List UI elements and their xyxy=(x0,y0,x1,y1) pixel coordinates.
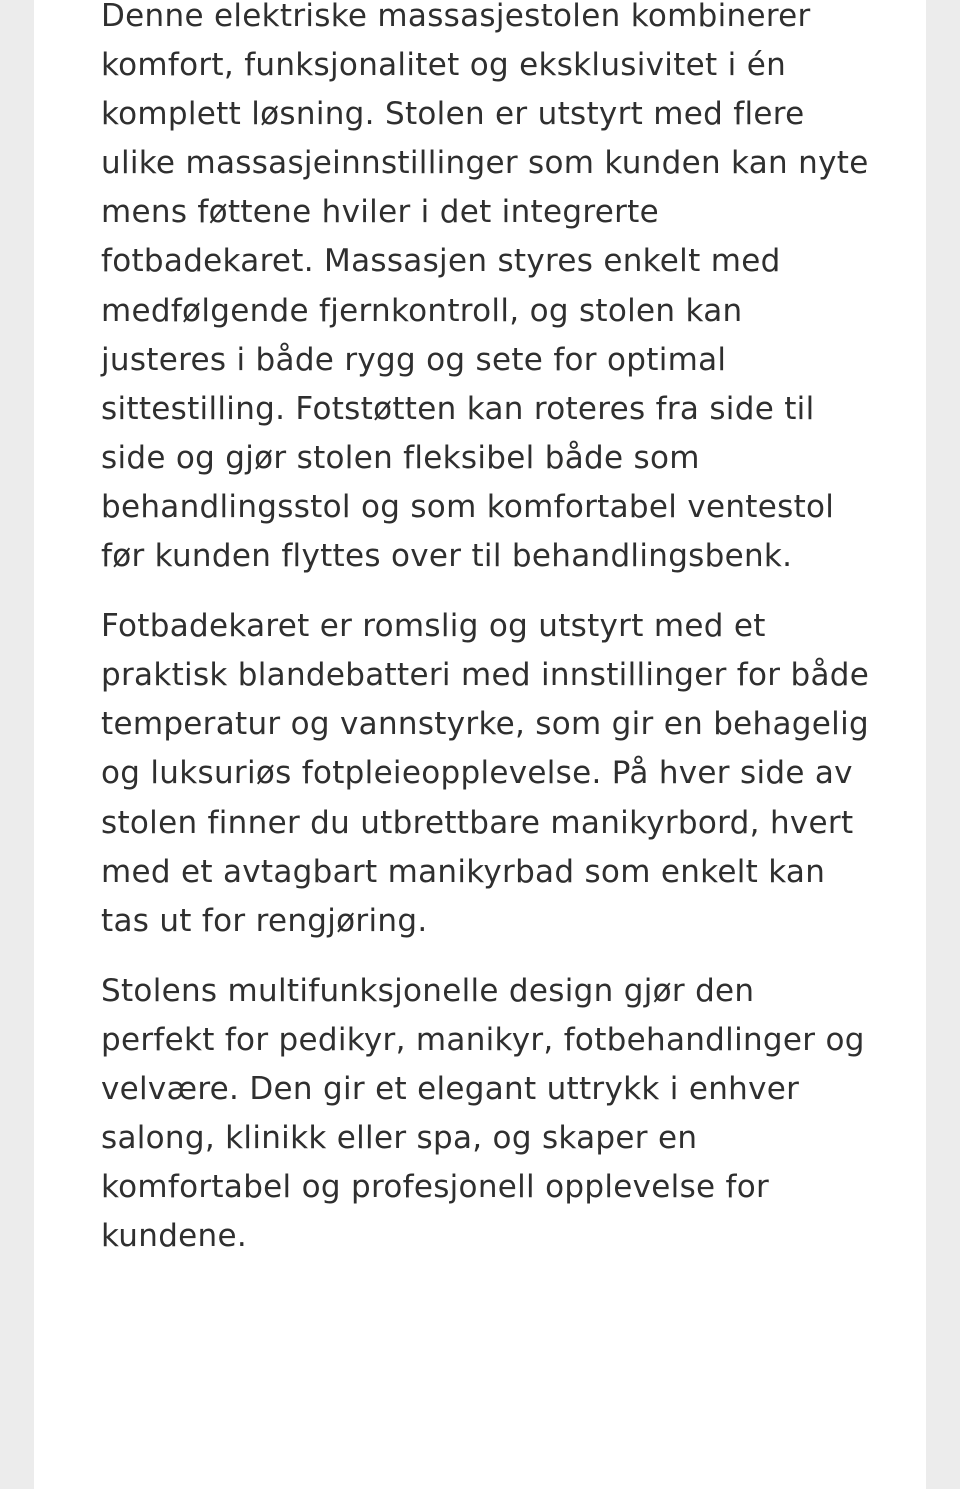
description-paragraph-3: Stolens multifunksjonelle design gjør den perfekt for pedikyr, manikyr, fotbehandlinger og velvære. Den gir et elegant uttrykk i enhver salong, klinikk eller spa, og skaper en komfortabel og profesjonell opplevelse for kundene. xyxy=(101,972,865,1255)
description-paragraph-1: Denne elektriske massasjestolen kombinerer komfort, funksjonalitet og eksklusivitet i én komplett løsning. Stolen er utstyrt med flere ulike massasjeinnstillinger som kunden kan nyte mens føttene hviler i det integrerte fotbadekaret. Massasjen styres enkelt med medfølgende fjernkontroll, og stolen kan justeres i både rygg og sete for optimal sittestilling. Fotstøtten kan roteres fra side til side og gjør stolen fleksibel både som behandlingsstol og som komfortabel ventestol før kunden flyttes over til behandlingsbenk. xyxy=(101,0,869,575)
content-panel xyxy=(34,0,926,1489)
product-description xyxy=(101,0,876,1282)
description-paragraph-2: Fotbadekaret er romslig og utstyrt med et praktisk blandebatteri med innstillinger for både temperatur og vannstyrke, som gir en behagelig og luksuriøs fotpleieopplevelse. På hver side av stolen finner du utbrettbare manikyrbord, hvert med et avtagbart manikyrbad som enkelt kan tas ut for rengjøring. xyxy=(101,608,870,939)
